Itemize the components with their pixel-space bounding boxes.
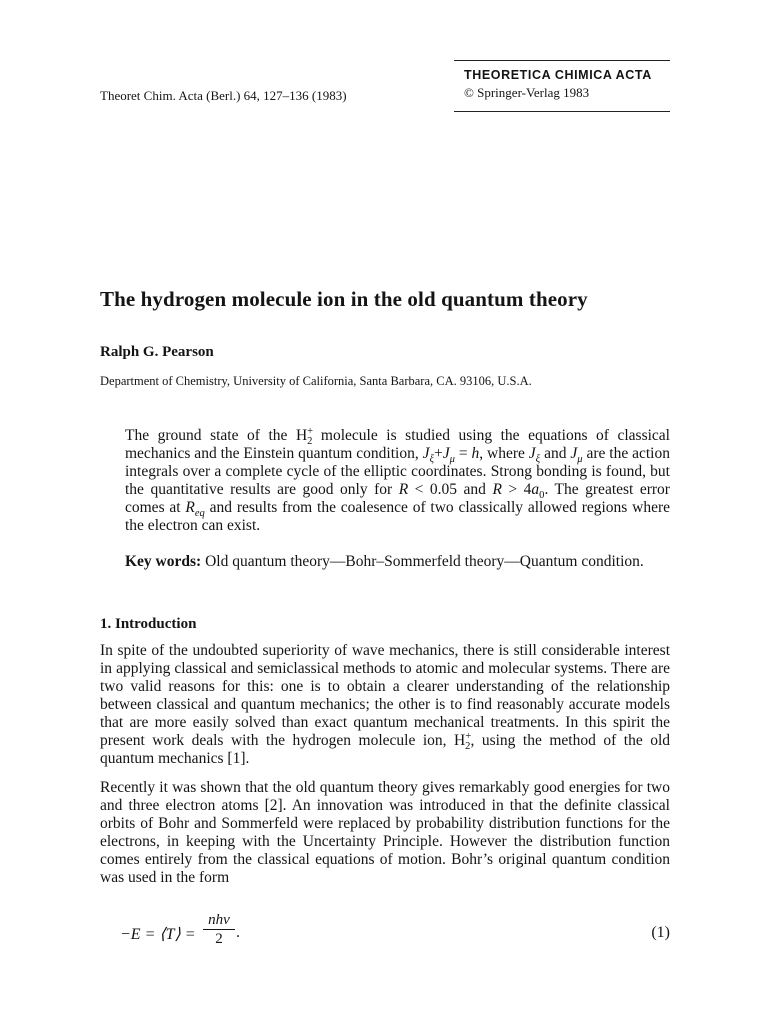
- keywords-label: Key words:: [125, 553, 202, 570]
- equation-number: (1): [651, 924, 670, 941]
- keywords: [125, 553, 670, 571]
- equation-numerator: nhν: [203, 912, 235, 930]
- equation-1: [120, 910, 670, 956]
- top-rule: [454, 60, 670, 61]
- equation-period: .: [236, 924, 240, 941]
- keywords-text: Old quantum theory—Bohr–Sommerfeld theory—Quantum condition.: [201, 553, 644, 570]
- author-name: Ralph G. Pearson: [100, 344, 214, 360]
- intro-paragraph-1: In spite of the undoubted superiority of wave mechanics, there is still considerable interest in applying classical and semiclassical methods to atomic and molecular systems. There are two valid reasons for this: one is to obtain a clearer understanding of the relationship between classical and quantum mechanics; the other is to find reasonably accurate models that are more easily solved than exact quantum mechanical treatments. In this spirit the present work deals with the hydrogen molecule ion, $H^+_2$, using the method of the old quantum mechanics [1].: [100, 642, 671, 767]
- journal-header: [454, 60, 670, 112]
- citation: Theoret Chim. Acta (Berl.) 64, 127–136 (1983): [100, 88, 347, 103]
- equation-lhs: −E = ⟨T⟩ =: [120, 926, 196, 943]
- bottom-rule: [454, 111, 670, 112]
- section-heading-introduction: 1. Introduction: [100, 616, 197, 632]
- intro-paragraph-2: Recently it was shown that the old quantum theory gives remarkably good energies for two and three electron atoms [2]. An innovation was introduced in that the definite classical orbits of Bohr and Sommerfeld were replaced by probability distribution functions for the electrons, in keeping with the Uncertainty Principle. However the distribution function comes entirely from the classical equations of motion. Bohr’s original quantum condition was used in the form: [100, 779, 670, 886]
- publisher-line: © Springer-Verlag 1983: [464, 85, 590, 100]
- journal-name: THEORETICA CHIMICA ACTA: [464, 68, 652, 82]
- equation-denominator: 2: [215, 931, 223, 947]
- equation-fraction: [203, 912, 235, 948]
- paper-title: The hydrogen molecule ion in the old quantum theory: [100, 287, 588, 311]
- author-affiliation: Department of Chemistry, University of California, Santa Barbara, CA. 93106, U.S.A.: [100, 374, 532, 388]
- abstract: The ground state of the $H^+_2$ molecule is studied using the equations of classical mechanics and the Einstein quantum condition, $J_\xi+J_\mu = h$, where $J_\xi$ and $J_\mu$ are the action integrals over a complete cycle of the elliptic coordinates. Strong bonding is found, but the quantitative results are good only for R < 0.05 and $R > 4a_0$. The greatest error comes at $R_{eq}$ and results from the coalesence of two classically allowed regions where the electron can exist.: [125, 425, 670, 534]
